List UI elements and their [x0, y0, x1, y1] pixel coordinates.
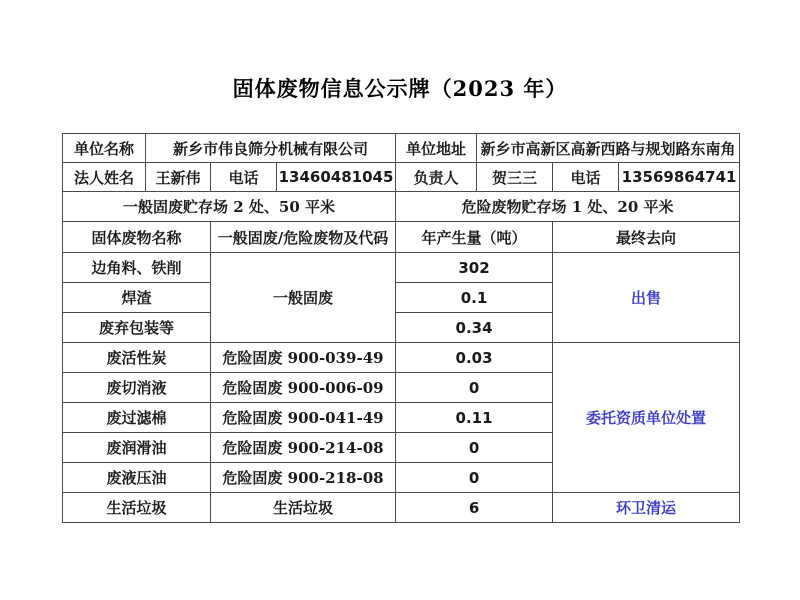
waste-amount: 0 — [396, 433, 553, 463]
phone2-value: 13569864741 — [619, 163, 740, 192]
waste-name: 废弃包装等 — [63, 313, 211, 343]
phone1-value: 13460481045 — [277, 163, 396, 192]
waste-amount: 0 — [396, 373, 553, 403]
table-row — [63, 192, 740, 222]
waste-destination: 出售 — [553, 253, 740, 343]
unit-name-label: 单位名称 — [63, 134, 146, 163]
table-row — [63, 163, 740, 192]
unit-address-value: 新乡市高新区高新西路与规划路东南角 — [477, 134, 740, 163]
unit-address-label: 单位地址 — [396, 134, 477, 163]
legal-person-label: 法人姓名 — [63, 163, 146, 192]
manager-label: 负责人 — [396, 163, 477, 192]
waste-name: 废过滤棉 — [63, 403, 211, 433]
waste-name: 废润滑油 — [63, 433, 211, 463]
waste-name: 焊渣 — [63, 283, 211, 313]
waste-amount: 0 — [396, 463, 553, 493]
table-row — [63, 493, 740, 523]
waste-amount: 0.34 — [396, 313, 553, 343]
waste-destination: 委托资质单位处置 — [553, 343, 740, 493]
waste-name: 生活垃圾 — [63, 493, 211, 523]
waste-amount: 0.03 — [396, 343, 553, 373]
header-waste-category: 一般固废/危险废物及代码 — [211, 222, 396, 253]
waste-category: 危险固废 900-218-08 — [211, 463, 396, 493]
waste-name: 废液压油 — [63, 463, 211, 493]
waste-category: 生活垃圾 — [211, 493, 396, 523]
phone2-label: 电话 — [553, 163, 619, 192]
waste-category: 危险固废 900-039-49 — [211, 343, 396, 373]
page-title: 固体废物信息公示牌（2023 年） — [232, 76, 568, 101]
waste-destination: 环卫清运 — [553, 493, 740, 523]
general-storage-info: 一般固废贮存场 2 处、50 平米 — [63, 192, 396, 222]
waste-name: 废活性炭 — [63, 343, 211, 373]
header-waste-name: 固体废物名称 — [63, 222, 211, 253]
table-row — [63, 343, 740, 373]
waste-amount: 0.1 — [396, 283, 553, 313]
waste-amount: 6 — [396, 493, 553, 523]
table-row — [63, 134, 740, 163]
waste-info-table — [62, 133, 740, 523]
waste-amount: 0.11 — [396, 403, 553, 433]
header-annual-amount: 年产生量（吨） — [396, 222, 553, 253]
waste-category: 危险固废 900-006-09 — [211, 373, 396, 403]
unit-name-value: 新乡市伟良筛分机械有限公司 — [146, 134, 396, 163]
waste-category: 一般固废 — [211, 253, 396, 343]
waste-name: 废切消液 — [63, 373, 211, 403]
waste-category: 危险固废 900-214-08 — [211, 433, 396, 463]
header-destination: 最终去向 — [553, 222, 740, 253]
waste-category: 危险固废 900-041-49 — [211, 403, 396, 433]
phone1-label: 电话 — [211, 163, 277, 192]
waste-name: 边角料、铁削 — [63, 253, 211, 283]
hazard-storage-info: 危险废物贮存场 1 处、20 平米 — [396, 192, 740, 222]
waste-amount: 302 — [396, 253, 553, 283]
table-row — [63, 253, 740, 283]
manager-value: 贺三三 — [477, 163, 553, 192]
legal-person-value: 王新伟 — [146, 163, 211, 192]
table-header-row — [63, 222, 740, 253]
